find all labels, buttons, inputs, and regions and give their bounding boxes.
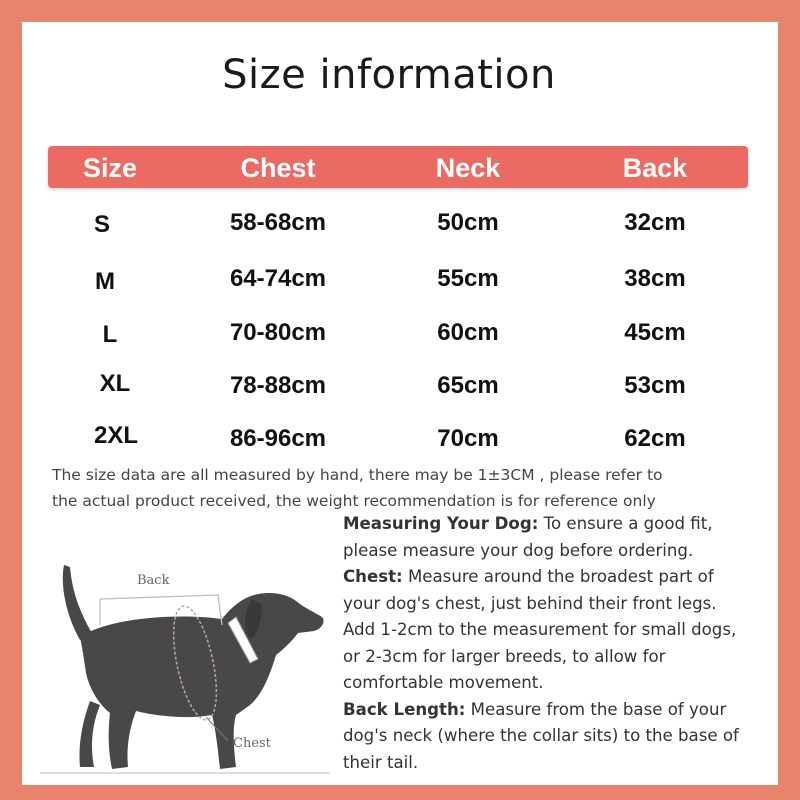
header-neck: Neck [435, 153, 501, 183]
header-size: Size [82, 153, 138, 183]
cell-size: S [93, 211, 110, 238]
cell-size: 2XL [93, 422, 138, 449]
back-length-title: Back Length: [343, 699, 466, 719]
note-line: The size data are all measured by hand, there may be 1±3CM , please refer to [52, 466, 663, 484]
chest-text: your dog's chest, just behind their front legs. [343, 593, 717, 613]
cell-neck: 60cm [437, 319, 499, 346]
chest-text: Measure around the broadest part of [402, 567, 714, 586]
chest-text: Add 1-2cm to the measurement for small dogs, [343, 620, 737, 639]
cell-neck: 55cm [437, 265, 499, 292]
cell-neck: 70cm [437, 425, 499, 452]
back-label: Back [137, 573, 170, 588]
chest-label: Chest [233, 736, 271, 751]
cell-chest: 86-96cm [229, 425, 327, 452]
back-length-text: Measure from the base of your [465, 699, 727, 719]
header-back: Back [622, 153, 688, 183]
cell-size: XL [99, 370, 131, 397]
page-title: Size information [222, 52, 556, 98]
measuring-text: To ensure a good fit, [538, 514, 713, 533]
cell-chest: 70-80cm [229, 319, 327, 346]
chest-title: Chest: [343, 567, 403, 586]
measuring-text: please measure your dog before ordering. [343, 540, 694, 560]
back-length-text: their tail. [343, 752, 419, 772]
chest-text: or 2-3cm for larger breeds, to allow for [343, 646, 666, 666]
cell-chest: 78-88cm [229, 372, 327, 399]
cell-chest: 64-74cm [229, 265, 327, 292]
note-line: the actual product received, the weight recommendation is for reference only [52, 492, 656, 510]
cell-neck: 50cm [437, 209, 499, 236]
cell-back: 62cm [624, 425, 686, 452]
cell-size: M [95, 268, 115, 295]
cell-back: 45cm [624, 319, 686, 346]
measuring-title: Measuring Your Dog: [343, 514, 539, 533]
back-length-text: dog's neck (where the collar sits) to the base of [343, 726, 739, 745]
dog-measurement-diagram [40, 555, 340, 780]
measuring-instructions [343, 511, 783, 776]
cell-back: 38cm [624, 265, 686, 292]
measurement-note [52, 462, 762, 514]
cell-neck: 65cm [437, 372, 499, 399]
cell-chest: 58-68cm [229, 209, 327, 236]
cell-back: 32cm [624, 209, 686, 236]
cell-back: 53cm [624, 372, 686, 399]
cell-size: L [102, 321, 118, 348]
header-chest: Chest [240, 153, 316, 183]
chest-text: comfortable movement. [343, 673, 544, 692]
